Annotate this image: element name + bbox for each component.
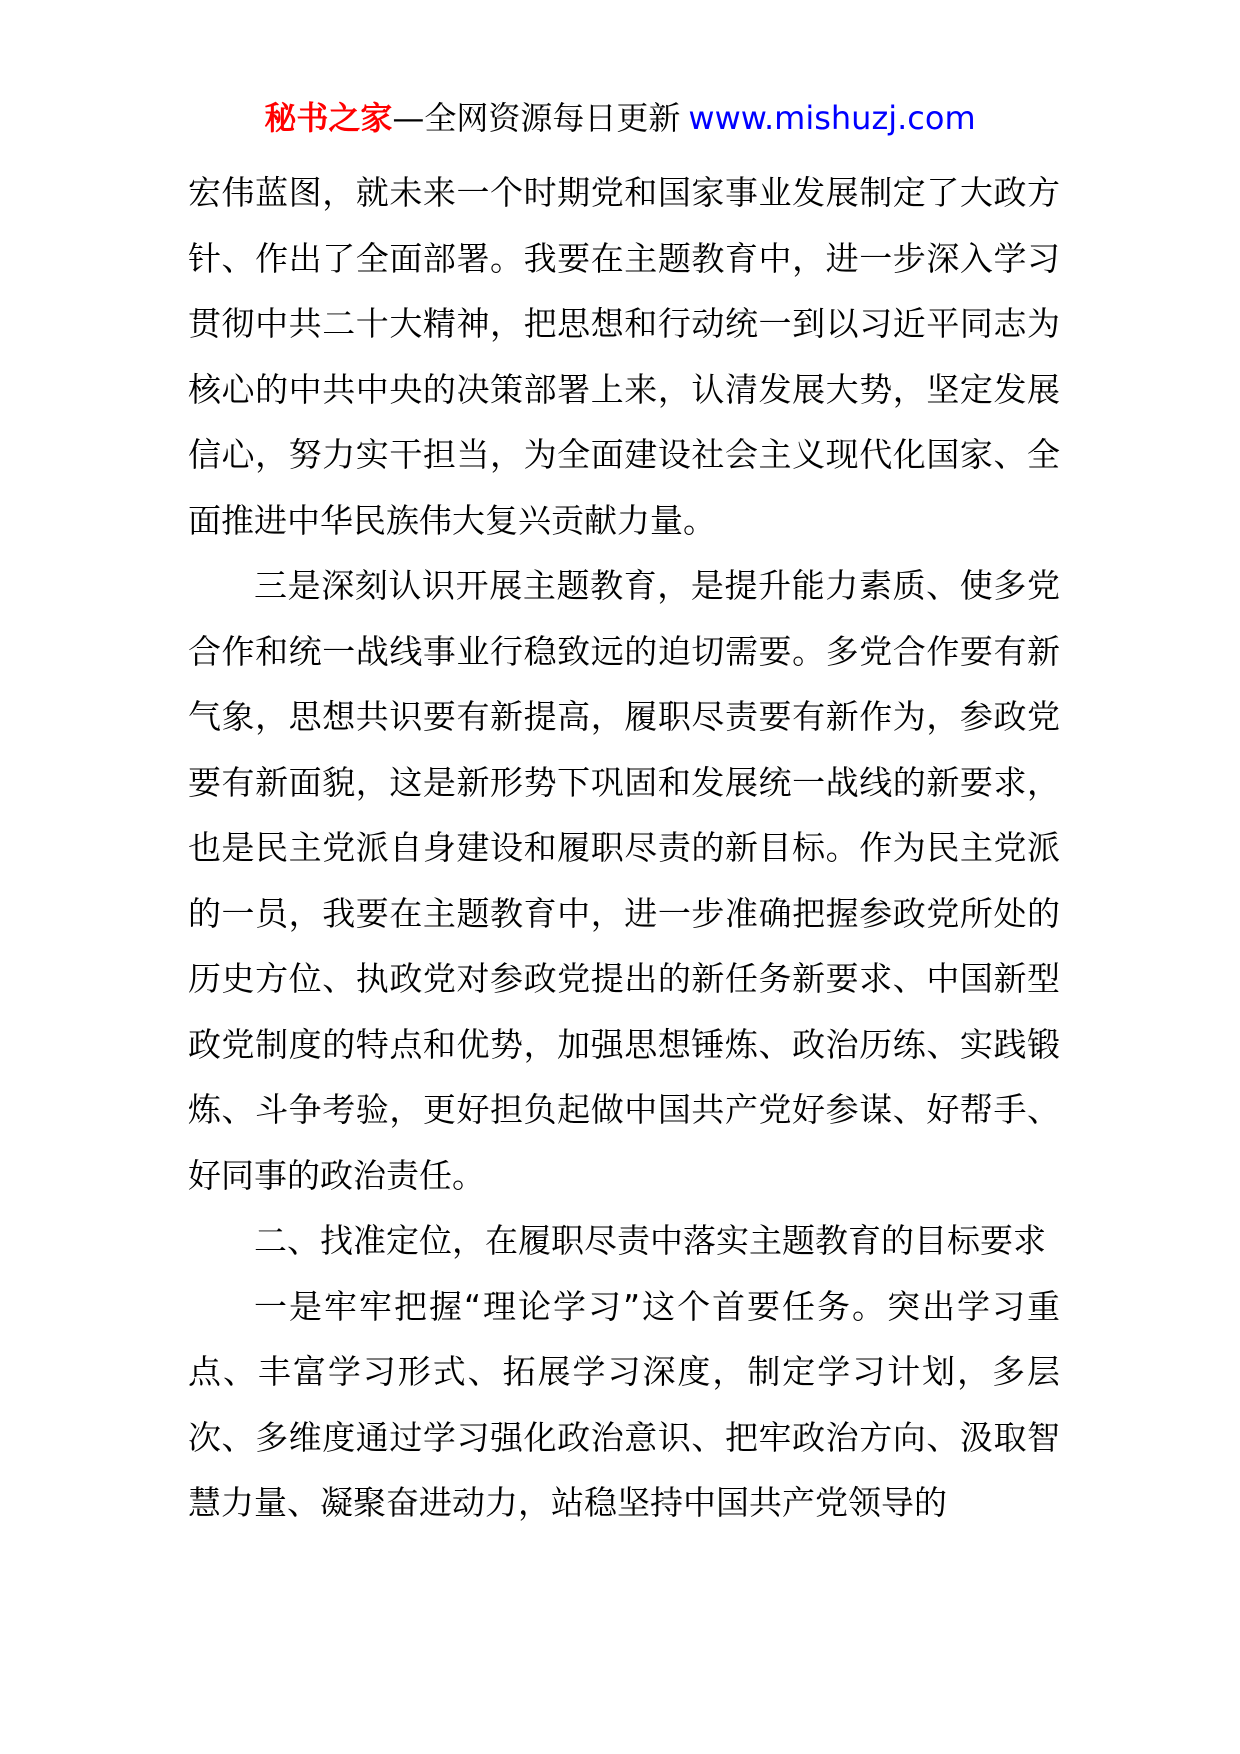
brand-name: 秘书之家 [264,99,393,137]
header-tagline: —全网资源每日更新 [392,99,681,137]
page-header [0,98,1240,138]
paragraph-point-one: 一是牢牢把握“理论学习”这个首要任务。突出学习重点、丰富学习形式、拓展学习深度，制定学习计划，多层次、多维度通过学习强化政治意识、把牢政治方向、汲取智慧力量、凝聚奋进动力，站稳坚持中国共产党领导的 [188,1286,1060,1522]
document-body [188,160,1060,1536]
paragraph-continuation: 宏伟蓝图，就未来一个时期党和国家事业发展制定了大政方针、作出了全面部署。我要在主题教育中，进一步深入学习贯彻中共二十大精神，把思想和行动统一到以习近平同志为核心的中共中央的决策部署上来，认清发展大势，坚定发展信心，努力实干担当，为全面建设社会主义现代化国家、全面推进中华民族伟大复兴贡献力量。 [188,173,1060,540]
site-url-link[interactable]: www.mishuzj.com [688,99,976,137]
section-heading-two: 二、找准定位，在履职尽责中落实主题教育的目标要求 [254,1221,1046,1260]
paragraph-point-three: 三是深刻认识开展主题教育，是提升能力素质、使多党合作和统一战线事业行稳致远的迫切需要。多党合作要有新气象，思想共识要有新提高，履职尽责要有新作为，参政党要有新面貌，这是新形势下巩固和发展统一战线的新要求，也是民主党派自身建设和履职尽责的新目标。作为民主党派的一员，我要在主题教育中，进一步准确把握参政党所处的历史方位、执政党对参政党提出的新任务新要求、中国新型政党制度的特点和优势，加强思想锤炼、政治历练、实践锻炼、斗争考验，更好担负起做中国共产党好参谋、好帮手、好同事的政治责任。 [188,566,1060,1195]
